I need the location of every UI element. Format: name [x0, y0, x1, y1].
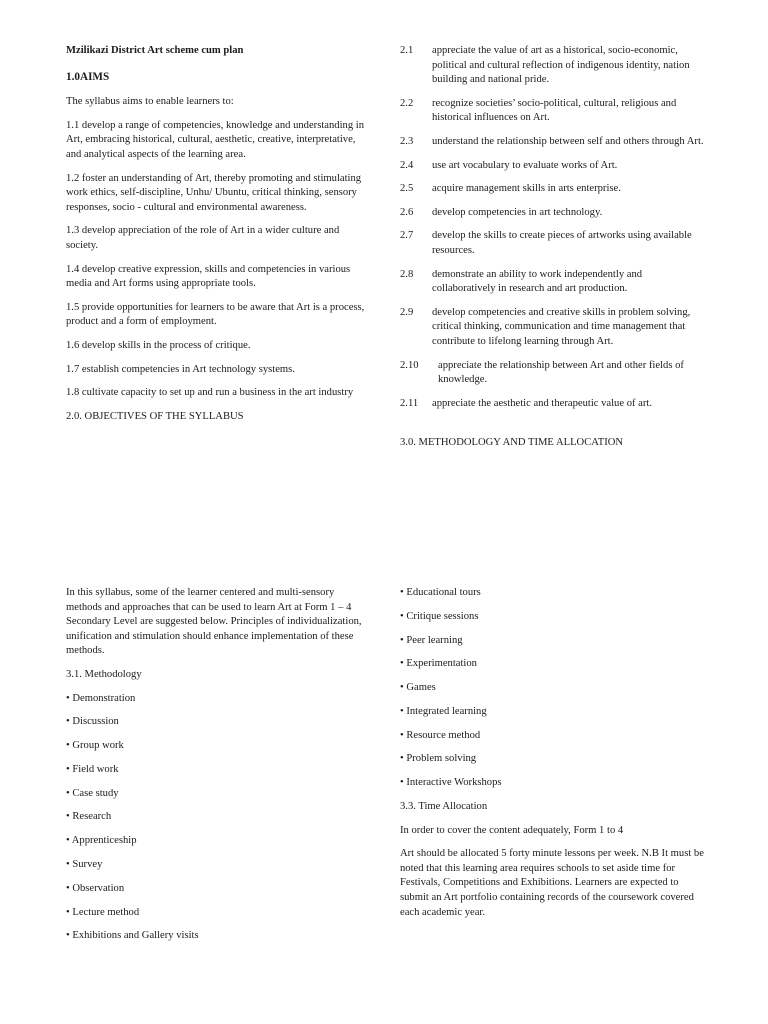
objective-item — [400, 306, 705, 350]
objective-number: 2.8 — [400, 268, 414, 280]
objective-text: develop competencies in art technology. — [432, 206, 603, 218]
method-item: • Educational tours — [400, 587, 481, 598]
method-item: • Field work — [66, 763, 119, 775]
method-item: • Apprenticeship — [66, 835, 137, 847]
objective-item — [400, 135, 705, 150]
aim-item: 1.7 establish competencies in Art technology systems. — [66, 363, 295, 375]
objective-number: 2.6 — [400, 206, 414, 218]
objective-item — [400, 182, 705, 197]
aims-heading: 1.0AIMS — [66, 70, 110, 83]
document-title: Mzilikazi District Art scheme cum plan — [66, 45, 244, 56]
time-allocation-intro: In order to cover the content adequately, Form 1 to 4 — [400, 824, 624, 836]
method-item: • Group work — [66, 740, 124, 752]
aim-item: 1.5 provide opportunities for learners to be aware that Art is a process, product and a form of employment. — [66, 301, 365, 328]
objective-text: appreciate the value of art as a historical, socio-economic, political and cultural reflection of indigenous identity, nation building and national pride. — [432, 45, 690, 86]
objective-text: develop the skills to create pieces of artworks using available resources. — [432, 230, 692, 256]
objective-item — [400, 97, 705, 126]
objective-text: appreciate the relationship between Art and other fields of knowledge. — [438, 359, 684, 386]
objective-item — [400, 229, 705, 258]
objective-number: 2.5 — [400, 183, 414, 195]
objective-item — [400, 397, 705, 412]
objective-item — [400, 159, 705, 174]
objective-number: 2.11 — [400, 397, 419, 409]
objective-number: 2.2 — [400, 97, 414, 109]
method-item: • Resource method — [400, 729, 481, 741]
time-allocation-heading: 3.3. Time Allocation — [400, 801, 488, 813]
method-item: • Integrated learning — [400, 705, 487, 717]
methods-time-column — [400, 586, 705, 929]
aims-column — [66, 44, 366, 433]
objective-text: use art vocabulary to evaluate works of Art. — [432, 159, 618, 171]
aim-item: 1.3 develop appreciation of the role of Art in a wider culture and society. — [66, 225, 340, 251]
methodology-intro: In this syllabus, some of the learner centered and multi-sensory methods and approaches that can be used to learn Art at Form 1 – 4 Secondary Level are suggested below. Principles of individualization, unification and stimulation should enhance implementation of these methods. — [66, 587, 362, 657]
objective-item — [400, 359, 705, 388]
objective-number: 2.10 — [400, 359, 419, 371]
objective-number: 2.9 — [400, 306, 414, 318]
method-item: • Exhibitions and Gallery visits — [66, 930, 199, 942]
aim-item: 1.8 cultivate capacity to set up and run a business in the art industry — [66, 387, 354, 399]
aim-item: 1.2 foster an understanding of Art, thereby promoting and stimulating work ethics, self-discipline, Unhu/ Ubuntu, critical thinking, sensory responses, socio - cultural and environmental awareness. — [66, 172, 362, 213]
method-item: • Observation — [66, 882, 125, 894]
methodology-column — [66, 586, 366, 953]
method-item: • Critique sessions — [400, 610, 479, 622]
objective-number: 2.1 — [400, 45, 414, 56]
method-item: • Games — [400, 682, 436, 694]
methodology-heading: 3.0. METHODOLOGY AND TIME ALLOCATION — [400, 437, 624, 449]
method-item: • Research — [66, 811, 112, 823]
aim-item: 1.6 develop skills in the process of critique. — [66, 339, 251, 351]
objective-number: 2.7 — [400, 230, 414, 242]
method-item: • Demonstration — [66, 692, 136, 704]
objective-item — [400, 268, 705, 297]
objective-text: acquire management skills in arts enterprise. — [432, 183, 621, 195]
method-item: • Peer learning — [400, 634, 463, 646]
objective-number: 2.4 — [400, 159, 414, 171]
objective-item — [400, 44, 705, 88]
objective-text: understand the relationship between self and others through Art. — [432, 135, 704, 147]
method-item: • Interactive Workshops — [400, 777, 502, 789]
objective-text: appreciate the aesthetic and therapeutic value of art. — [432, 397, 652, 409]
methodology-subheading: 3.1. Methodology — [66, 668, 142, 680]
method-item: • Case study — [66, 787, 119, 799]
objective-number: 2.3 — [400, 135, 414, 147]
objective-text: recognize societies’ socio-political, cultural, religious and historical influences on Art. — [432, 97, 677, 124]
aims-intro: The syllabus aims to enable learners to: — [66, 96, 234, 108]
method-item: • Problem solving — [400, 753, 477, 765]
method-item: • Lecture method — [66, 906, 140, 918]
objectives-heading: 2.0. OBJECTIVES OF THE SYLLABUS — [66, 410, 244, 422]
aim-item: 1.4 develop creative expression, skills and competencies in various media and Art forms using appropriate tools. — [66, 263, 351, 290]
method-item: • Survey — [66, 859, 103, 871]
objective-text: develop competencies and creative skills in problem solving, critical thinking, communication and time management that contribute to lifelong learning through Art. — [432, 306, 691, 347]
aim-item: 1.1 develop a range of competencies, knowledge and understanding in Art, embracing historical, cultural, aesthetic, creative, interpretative, and analytical aspects of the learning area. — [66, 119, 365, 160]
time-allocation-text: Art should be allocated 5 forty minute lessons per week. N.B It must be noted that this learning area requires schools to set aside time for Festivals, Competitions and Exhibitions. Learners are expected to submit an Art portfolio containing records of the coursework covered each academic year. — [400, 848, 704, 918]
objective-text: demonstrate an ability to work independently and collaboratively in research and art production. — [432, 268, 643, 295]
objectives-column — [400, 44, 705, 460]
method-item: • Experimentation — [400, 658, 477, 670]
method-item: • Discussion — [66, 716, 119, 728]
objective-item — [400, 206, 705, 221]
